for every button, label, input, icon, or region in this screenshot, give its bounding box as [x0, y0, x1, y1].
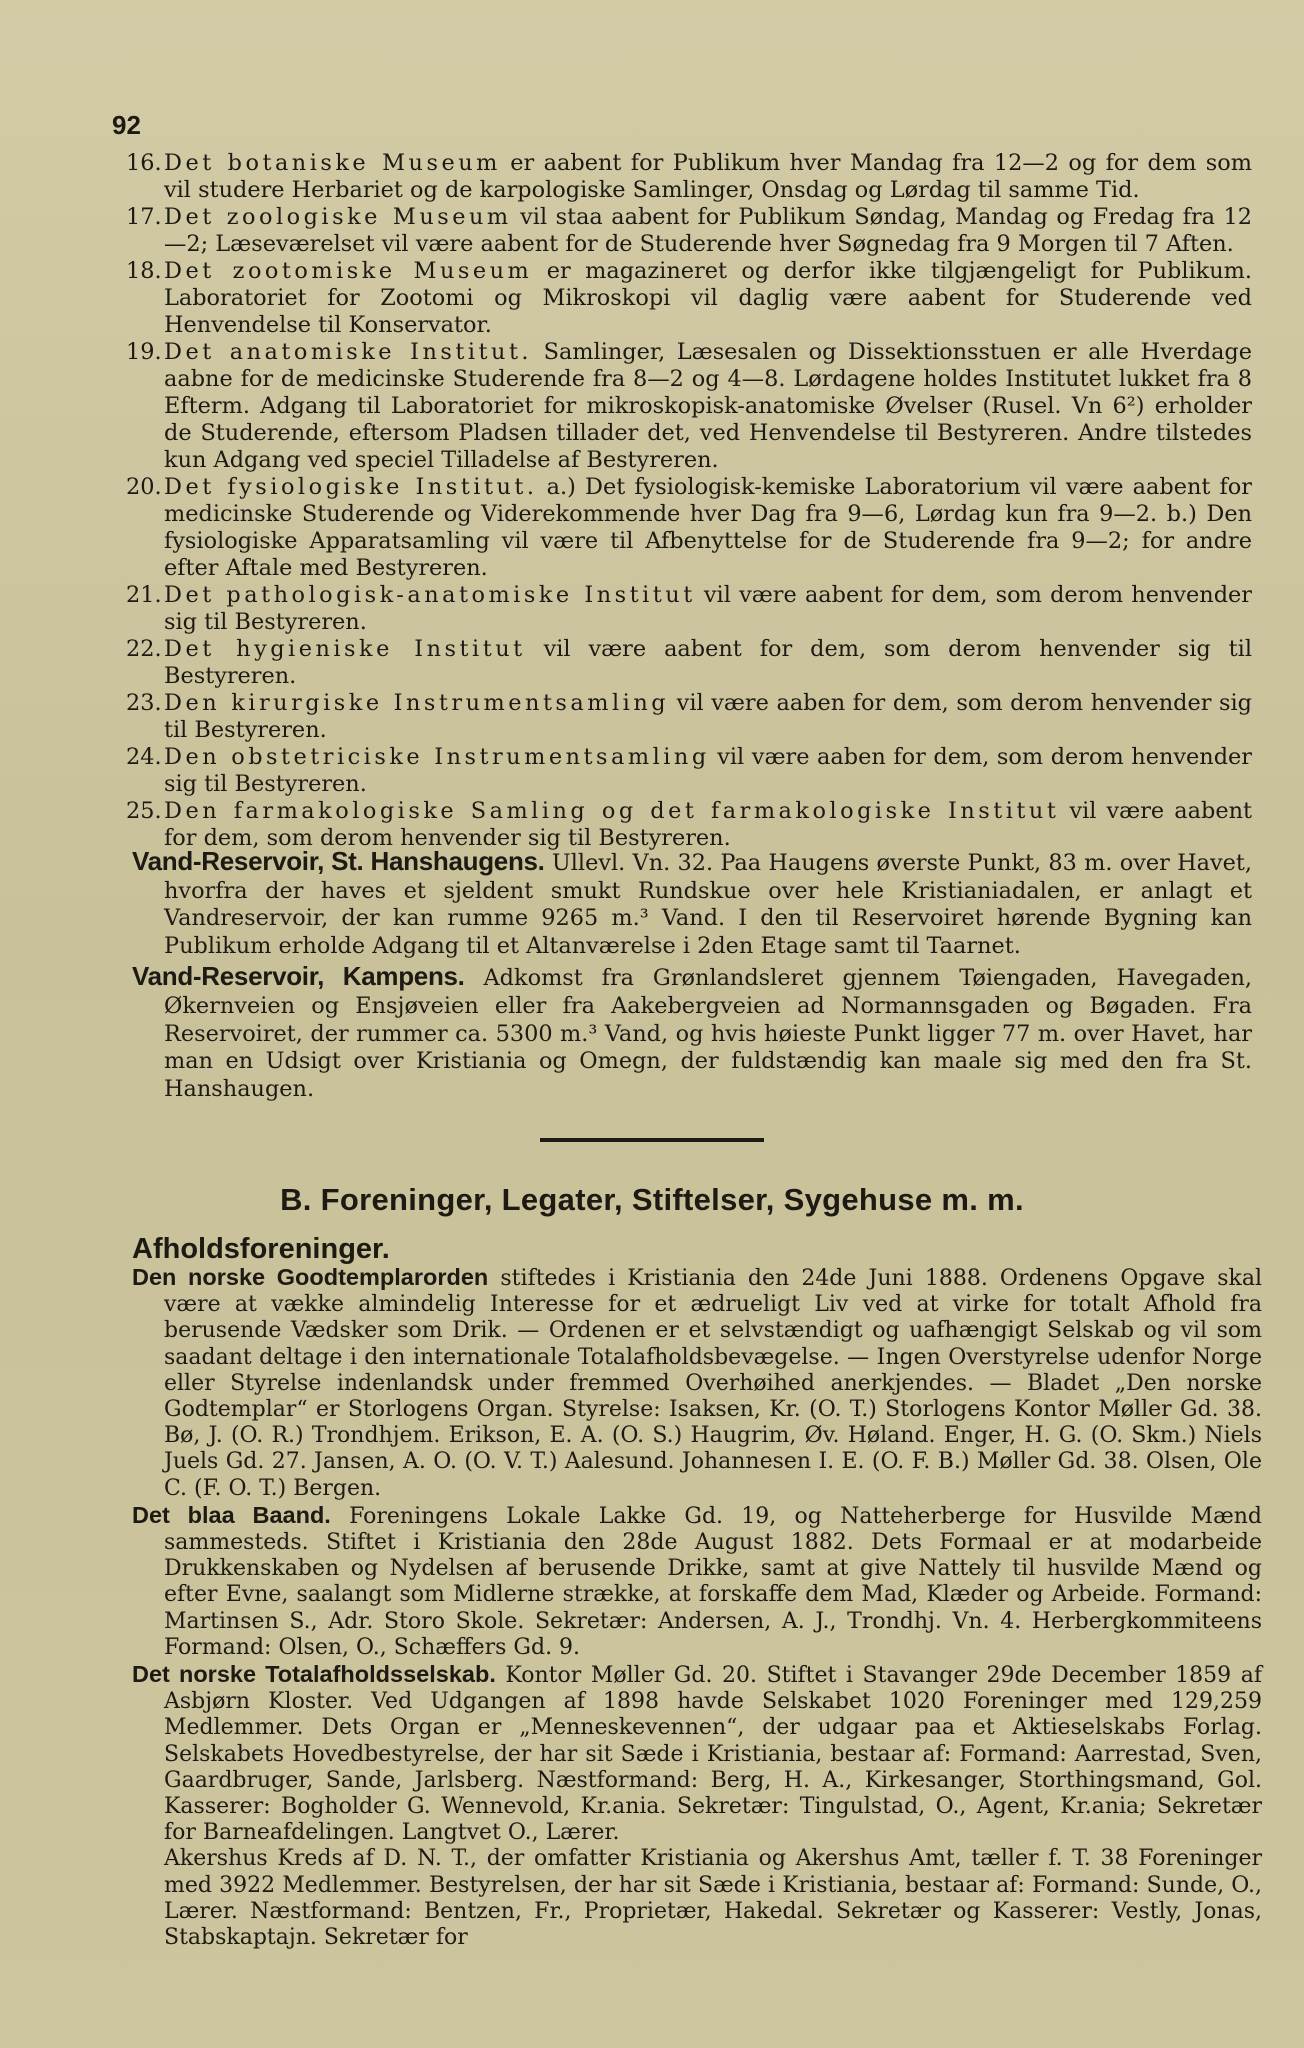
organization-entry — [132, 1846, 1262, 1951]
entry-22 — [126, 636, 1252, 690]
entry-text: Samlinger, Læsesalen og Dissektionsstuen er alle Hverdage aabne for de medicinske Studerende fra 8—2 og 4—8. Lørdagene holdes Institutet lukket fra 8 Efterm. Adgang til Laboratoriet for mikroskopisk-anatomiske Øvelser (Rusel. Vn 6²) erholder de Studerende, eftersom Pladsen tillader det, ved Henvendelse til Bestyreren. Andre tilstedes kun Adgang ved speciel Tilladelse af Bestyreren. — [164, 339, 1252, 473]
organization-entry — [132, 1502, 1262, 1661]
entry-title: Det anatomiske Institut. — [164, 339, 533, 365]
entry-23 — [126, 690, 1252, 744]
reservoir-text: Adkomst fra Grønlandsleret gjennem Tøiengaden, Havegaden, Økernveien og Ensjøveien eller fra Aakebergveien ad Normannsgaden og Bøgaden. Fra Reservoiret, der rummer ca. 5300 m.³ Vand, og hvis høieste Punkt ligger 77 m. over Havet, har man en Udsigt over Kristiania og Omegn, der fuldstændig kan maale sig med den fra St. Hanshaugen. — [164, 965, 1252, 1102]
reservoir-text: Ullevl. Vn. 32. Paa Haugens øverste Punkt, 83 m. over Havet, hvorfra der haves et sjeldent smukt Rundskue over hele Kristianiadalen, er anlagt et Vandreservoir, der kan rumme 9265 m.³ Vand. I den til Reservoiret hørende Bygning kan Publikum erholde Adgang til et Altanværelse i 2den Etage samt til Taarnet. — [164, 850, 1252, 959]
entry-text: vil være aabent for dem, som derom henvender sig til Bestyreren. — [164, 636, 1252, 689]
reservoir-kampen — [132, 963, 1252, 1103]
entry-number: 21. — [126, 582, 162, 608]
entry-number: 19. — [126, 339, 162, 365]
entry-number: 18. — [126, 258, 162, 284]
organization-text: Akershus Kreds af D. N. T., der omfatter Kristiania og Akershus Amt, tæller f. T. 38 Foreninger med 3922 Medlemmer. Bestyrelsen, der har sit Sæde i Kristiania, bestaar af: Formand: Sunde, O., Lærer. Næstformand: Bentzen, Fr., Proprietær, Hakedal. Sekretær og Kasserer: Vestly, Jonas, Stabskaptajn. Sekretær for — [164, 1846, 1262, 1951]
category-heading: Afholdsforeninger. — [132, 1233, 390, 1265]
entry-text: vil være aabent for dem, som derom henvender sig til Bestyreren. — [164, 798, 1252, 851]
entry-text: vil være aaben for dem, som derom henvender sig til Bestyreren. — [164, 690, 1252, 743]
entry-number: 20. — [126, 474, 162, 500]
entry-number: 25. — [126, 798, 162, 824]
organization-text: stiftedes i Kristiania den 24de Juni 1888. Ordenens Opgave skal være at vække almindelig Interesse for et ædrueligt Liv ved at virke for totalt Afhold fra berusende Vædsker som Drik. — Ordenen er et selvstændigt og uafhængigt Selskab og vil som saadant deltage i den internationale Totalafholdsbevægelse. — Ingen Overstyrelse udenfor Norge eller Styrelse indenlandsk under fremmed Overhøihed anerkjendes. — Bladet „Den norske Godtemplar“ er Storlogens Organ. Styrelse: Isaksen, Kr. (O. T.) Storlogens Kontor Møller Gd. 38. Bø, J. (O. R.) Trondhjem. Erikson, E. A. (O. S.) Haugrim, Øv. Høland. Enger, H. G. (O. Skm.) Niels Juels Gd. 27. Jansen, A. O. (O. V. T.) Aalesund. Johannesen I. E. (O. F. B.) Møller Gd. 38. Olsen, Ole C. (F. O. T.) Bergen. — [164, 1266, 1263, 1501]
entry-20 — [126, 474, 1252, 582]
section-divider — [540, 1138, 764, 1142]
entry-number: 24. — [126, 744, 162, 770]
entry-number: 22. — [126, 636, 162, 662]
entry-number: 23. — [126, 690, 162, 716]
entry-text: vil være aabent for dem, som derom henvender sig til Bestyreren. — [164, 582, 1252, 635]
entry-title: Den kirurgiske Instrumentsamling — [164, 690, 670, 716]
entry-title: Det zootomiske Museum — [164, 258, 533, 284]
entry-text: er magazineret og derfor ikke tilgjængeligt for Publikum. Laboratoriet for Zootomi og Mikroskopi vil daglig være aabent for Studerende ved Henvendelse til Konservator. — [164, 258, 1252, 338]
organization-text: Foreningens Lokale Lakke Gd. 19, og Natteherberge for Husvilde Mænd sammesteds. Stiftet i Kristiania den 28de August 1882. Dets Formaal er at modarbeide Drukkenskaben og Nydelsen af berusende Drikke, samt at give Nattely til husvilde Mænd og efter Evne, saalangt som Midlerne strække, at forskaffe dem Mad, Klæder og Arbeide. Formand: Martinsen S., Adr. Storo Skole. Sekretær: Andersen, A. J., Trondhj. Vn. 4. Herbergkommiteens Formand: Olsen, O., Schæffers Gd. 9. — [164, 1503, 1263, 1660]
entry-18 — [126, 258, 1252, 339]
entry-19 — [126, 339, 1252, 474]
organization-entry — [132, 1661, 1262, 1846]
organization-name: Den norske Goodtemplarorden — [132, 1264, 489, 1290]
entry-24 — [126, 744, 1252, 798]
reservoir-entries — [132, 848, 1252, 1106]
entry-text: a.) Det fysiologisk-kemiske Laboratorium vil være aabent for medicinske Studerende og Viderekommende hver Dag fra 9—6, Lørdag kun fra 9—2. b.) Den fysiologiske Apparatsamling vil være til Afbenyttelse for de Studerende fra 9—2; for andre efter Aftale med Bestyreren. — [164, 474, 1252, 581]
entry-title: Den farmakologiske Samling og det farmakologiske Institut — [164, 798, 1060, 824]
organization-name: Det norske Totalafholdsselskab. — [132, 1661, 496, 1688]
entry-title: Den obstetriciske Instrumentsamling — [164, 744, 710, 770]
reservoir-st-hanshaugen — [132, 848, 1252, 960]
entry-title: Det fysiologiske Institut. — [164, 474, 538, 500]
organization-entry — [132, 1264, 1262, 1502]
entry-text: er aabent for Publikum hver Mandag fra 12—2 og for dem som vil studere Herbariet og de karpologiske Samlinger, Onsdag og Lørdag til samme Tid. — [164, 150, 1252, 203]
entry-25 — [126, 798, 1252, 852]
entry-number: 17. — [126, 204, 162, 230]
entry-title: Det zoologiske Museum — [164, 204, 512, 230]
page-number: 92 — [112, 110, 141, 140]
section-heading: B. Foreninger, Legater, Stiftelser, Sygehuse m. m. — [280, 1182, 1024, 1217]
entry-title: Det botaniske Museum — [164, 150, 501, 176]
entry-21 — [126, 582, 1252, 636]
museum-entries — [126, 150, 1252, 852]
organizations-block — [132, 1234, 1262, 1951]
entry-title: Det hygieniske Institut — [164, 636, 526, 662]
entry-16 — [126, 150, 1252, 204]
organization-text: Kontor Møller Gd. 20. Stiftet i Stavanger 29de December 1859 af Asbjørn Kloster. Ved Udgangen af 1898 havde Selskabet 1020 Foreninger med 129,259 Medlemmer. Dets Organ er „Menneskevennen“, der udgaar paa et Aktieselskabs Forlag. Selskabets Hovedbestyrelse, der har sit Sæde i Kristiania, bestaar af: Formand: Aarrestad, Sven, Gaardbruger, Sande, Jarlsberg. Næstformand: Berg, H. A., Kirkesanger, Storthingsmand, Gol. Kasserer: Bogholder G. Wennevold, Kr.ania. Sekretær: Tingulstad, O., Agent, Kr.ania; Sekretær for Barneafdelingen. Langtvet O., Lærer. — [164, 1663, 1262, 1846]
entry-title: Det pathologisk-anatomiske Institut — [164, 582, 696, 608]
entry-text: vil være aaben for dem, som derom henvender sig til Bestyreren. — [164, 744, 1252, 797]
organization-name: Det blaa Baand. — [132, 1501, 331, 1528]
entry-number: 16. — [126, 150, 162, 176]
entry-text: vil staa aabent for Publikum Søndag, Mandag og Fredag fra 12—2; Læseværelset vil være aabent for de Studerende hver Søgnedag fra 9 Morgen til 7 Aften. — [164, 204, 1252, 257]
reservoir-title: Vand-Reservoir, St. Hanshaugens. — [132, 846, 545, 876]
reservoir-title: Vand-Reservoir, Kampens. — [132, 961, 465, 992]
entry-17 — [126, 204, 1252, 258]
